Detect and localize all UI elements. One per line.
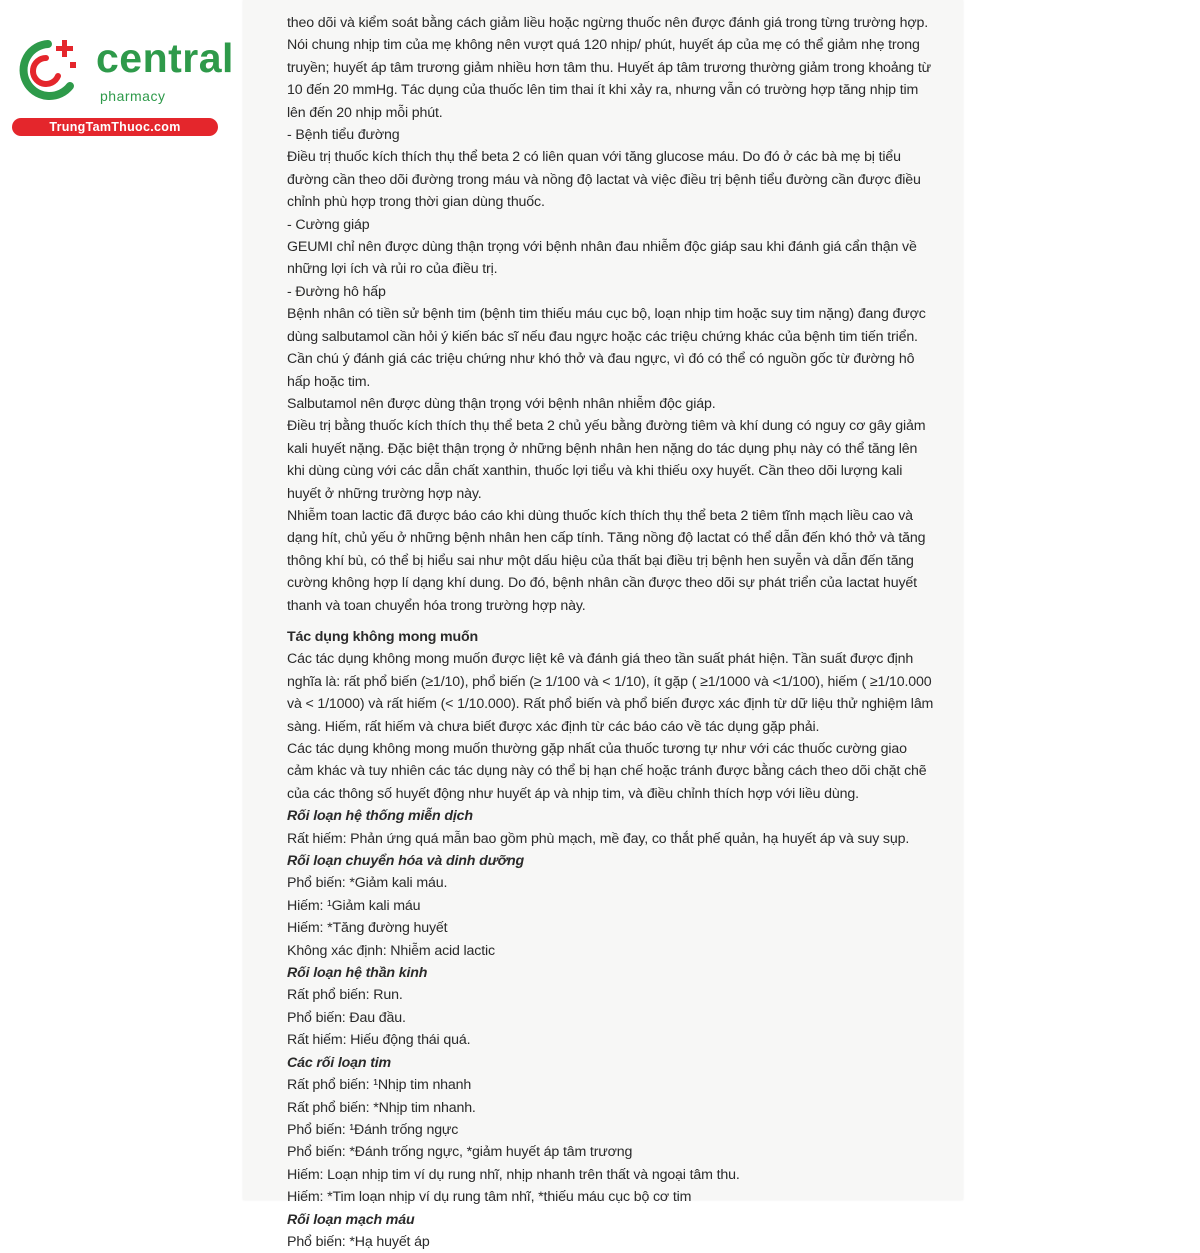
section-title-adverse: Tác dụng không mong muốn — [287, 628, 479, 645]
list-item: Phổ biến: Đau đầu. — [287, 1009, 406, 1026]
document-text — [287, 12, 935, 1253]
list-item: Hiếm: *Tăng đường huyết — [287, 920, 448, 937]
list-item: Phổ biến: *Đánh trống ngực, *giảm huyết áp tâm trương — [287, 1144, 633, 1161]
subhead-cardiac: Các rối loạn tim — [287, 1054, 392, 1071]
paragraph-tocolysis: theo dõi và kiểm soát bằng cách giảm liều hoặc ngừng thuốc nên được đánh giá trong từng trường hợp. Nói chung nhịp tim của mẹ không nên vượt quá 120 nhịp/ phút, huyết áp của mẹ có thể giảm nhẹ trong truyền; huyết áp tâm trương giảm nhiều hơn tâm thu. Huyết áp tâm trương thường giảm trong khoảng từ 10 đến 20 mmHg. Tác dụng của thuốc lên tim thai ít khi xảy ra, nhưng vẫn có trường hợp tăng nhịp tim lên đến 20 nhịp mỗi phút. — [287, 15, 931, 121]
list-item: Không xác định: Nhiễm acid lactic — [287, 942, 495, 959]
paragraph-adverse-common: Các tác dụng không mong muốn thường gặp nhất của thuốc tương tự như với các thuốc cường giao cảm khác và tuy nhiên các tác dụng này có thể bị hạn chế hoặc tránh được bằng cách theo dõi chặt chẽ của các thông số huyết động như huyết áp và nhịp tim, và điều chỉnh thích hợp với liều dùng. — [287, 741, 927, 802]
brand-url[interactable]: TrungTamThuoc.com — [12, 118, 218, 136]
paragraph-salbutamol: Salbutamol nên được dùng thận trọng với bệnh nhân nhiễm độc giáp. — [287, 395, 716, 412]
list-item: Phổ biến: *Giảm kali máu. — [287, 875, 448, 892]
paragraph-diabetes: Điều trị thuốc kích thích thụ thể beta 2 có liên quan với tăng glucose máu. Do đó ở các bà mẹ bị tiểu đường cần theo dõi đường trong máu và nồng độ lactat và việc điều trị bệnh tiểu đường cần được điều chỉnh phù hợp trong thời gian dùng thuốc. — [287, 149, 921, 211]
list-item: Rất hiếm: Phản ứng quá mẫn bao gồm phù mạch, mề đay, co thắt phế quản, hạ huyết áp và suy sụp. — [287, 830, 910, 847]
brand-name: central — [96, 35, 234, 81]
list-item: Rất hiếm: Hiếu động thái quá. — [287, 1032, 471, 1049]
subhead-metabolism: Rối loạn chuyển hóa và dinh dưỡng — [287, 853, 524, 870]
list-item: Rất phổ biến: Run. — [287, 987, 403, 1004]
label-thyroid: - Cường giáp — [287, 216, 370, 233]
paragraph-respiratory: Bệnh nhân có tiền sử bệnh tim (bệnh tim thiếu máu cục bộ, loạn nhịp tim hoặc suy tim nặng) đang được dùng salbutamol cần hỏi ý kiến bác sĩ nếu đau ngực hoặc các triệu chứng khác của bệnh tim tiến triển. Cần chú ý đánh giá các triệu chứng như khó thở và đau ngực, vì đó có thể có nguồn gốc từ đường hô hấp hoặc tim. — [287, 306, 926, 390]
paragraph-lactic: Nhiễm toan lactic đã được báo cáo khi dùng thuốc kích thích thụ thể beta 2 tiêm tĩnh mạch liều cao và dạng hít, chủ yếu ở những bệnh nhân hen cấp tính. Tăng nồng độ lactat có thể dẫn đến khó thở và tăng thông khí bù, có thể bị hiểu sai như một dấu hiệu của thất bại điều trị bệnh hen suyễn và dẫn đến tăng cường không hợp lí dạng khí dung. Do đó, bệnh nhân cần được theo dõi sự phát triển của lactat huyết thanh và toan chuyển hóa trong trường hợp này. — [287, 507, 926, 614]
label-respiratory: - Đường hô hấp — [287, 283, 386, 300]
list-item: Hiếm: Loạn nhịp tim ví dụ rung nhĩ, nhịp nhanh trên thất và ngoại tâm thu. — [287, 1166, 740, 1183]
central-pharmacy-logo-icon — [10, 36, 90, 106]
subhead-immune: Rối loạn hệ thống miễn dịch — [287, 808, 473, 825]
list-item: Hiếm: ¹Giảm kali máu — [287, 897, 421, 914]
label-diabetes: - Bệnh tiểu đường — [287, 127, 400, 144]
list-item: Phổ biến: ¹Đánh trống ngực — [287, 1121, 459, 1138]
list-item: Rất phổ biến: ¹Nhịp tim nhanh — [287, 1077, 472, 1094]
subhead-vascular: Rối loạn mạch máu — [287, 1211, 415, 1228]
list-item: Phổ biến: *Hạ huyết áp — [287, 1233, 430, 1250]
list-item: Rất phổ biến: *Nhịp tim nhanh. — [287, 1099, 476, 1116]
paragraph-thyroid: GEUMI chỉ nên được dùng thận trọng với bệnh nhân đau nhiễm độc giáp sau khi đánh giá cẩn thận về những lợi ích và rủi ro của điều trị. — [287, 239, 917, 278]
paragraph-hypokalemia: Điều trị bằng thuốc kích thích thụ thể beta 2 chủ yếu bằng đường tiêm và khí dung có nguy cơ gây giảm kali huyết nặng. Đặc biệt thận trọng ở những bệnh nhân hen nặng do tác dụng phụ này có thể tăng lên khi dùng cùng với các dẫn chất xanthin, thuốc lợi tiểu và khi thiếu oxy huyết. Cần theo dõi lượng kali huyết ở những trường hợp này. — [287, 418, 926, 502]
brand-logo[interactable] — [10, 35, 234, 136]
brand-sub: pharmacy — [100, 88, 166, 104]
paragraph-adverse-intro: Các tác dụng không mong muốn được liệt kê và đánh giá theo tần suất phát hiện. Tần suất được định nghĩa là: rất phổ biến (≥1/10), phổ biến (≥ 1/100 và < 1/10), ít gặp ( ≥1/1000 và <1/100), hiếm ( ≥1/10.000 và < 1/1000) và rất hiếm (< 1/10.000). Rất phổ biến và phổ biến được xác định từ dữ liệu thử nghiệm lâm sàng. Hiếm, rất hiếm và chưa biết được xác định từ các báo cáo về tác dụng gặp phải. — [287, 651, 934, 735]
list-item: Hiếm: *Tim loạn nhịp ví dụ rung tâm nhĩ, *thiếu máu cục bộ cơ tim — [287, 1189, 692, 1206]
subhead-nervous: Rối loạn hệ thần kinh — [287, 965, 428, 982]
